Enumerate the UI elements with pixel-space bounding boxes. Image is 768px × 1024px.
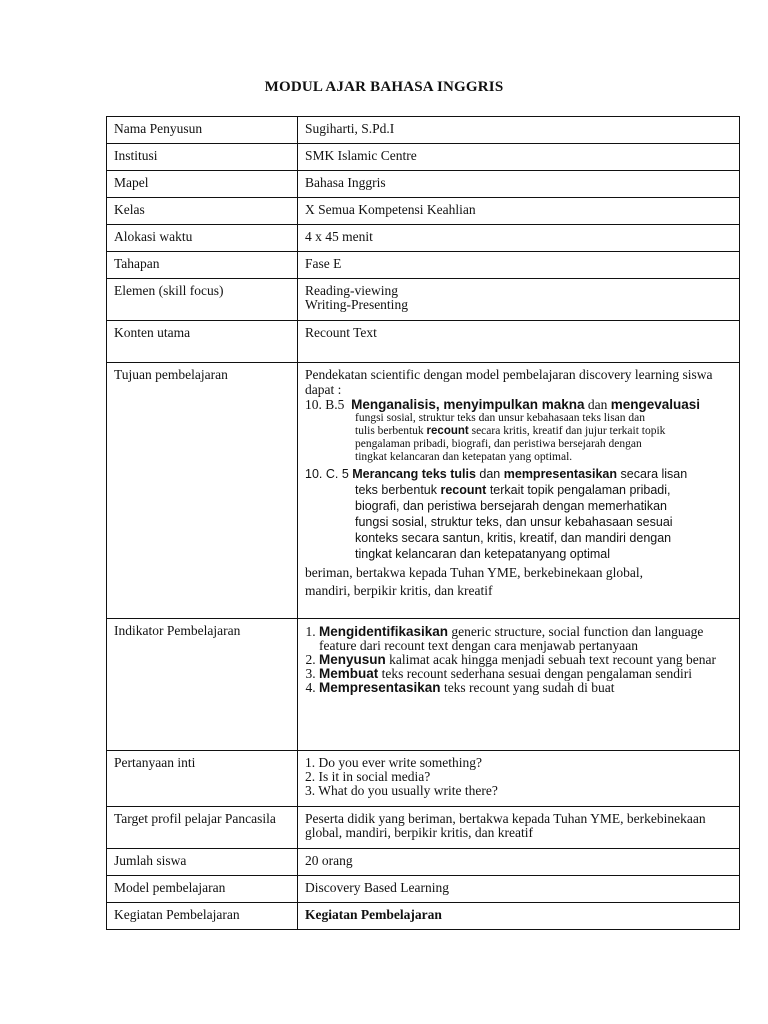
row-label: Tahapan [107, 252, 298, 279]
list-item: 3. Membuat teks recount sederhana sesuai dengan pengalaman sendiri [319, 667, 733, 681]
row-value: Fase E [298, 252, 740, 279]
table-row [107, 279, 740, 321]
objective-text: fungsi sosial, struktur teks dan unsur kebahasaan teks lisan dan tulis berbentuk recount secara kritis, kreatif dan jujur terkait topik pengalaman pribadi, biografi, dan peristiwa bersejarah dengan tingkat kelancaran dan ketepatan yang optimal. [355, 412, 666, 463]
skill-line: Reading-viewing [305, 283, 398, 298]
objective-code: 10. C. 5 [305, 467, 349, 481]
row-value: Sugiharti, S.Pd.I [298, 117, 740, 144]
tujuan-content [298, 363, 740, 619]
table-row [107, 144, 740, 171]
table-row [107, 321, 740, 363]
row-value [298, 279, 740, 321]
table-row [107, 807, 740, 849]
row-value: Discovery Based Learning [298, 876, 740, 903]
list-item: 2. Is it in social media? [305, 769, 431, 784]
table-row [107, 903, 740, 930]
row-value: 4 x 45 menit [298, 225, 740, 252]
list-item: 4. Mempresentasikan teks recount yang sudah di buat [319, 681, 733, 695]
row-label: Model pembelajaran [107, 876, 298, 903]
row-label: Nama Penyusun [107, 117, 298, 144]
indikator-content [298, 619, 740, 751]
row-value: 20 orang [298, 849, 740, 876]
list-item: 3. What do you usually write there? [305, 783, 498, 798]
row-label: Indikator Pembelajaran [107, 619, 298, 751]
objective-text: teks berbentuk recount terkait topik pengalaman pribadi, biografi, dan peristiwa bersejarah dengan memerhatikan fungsi sosial, struktur teks, dan unsur kebahasaan sesuai konteks secara santun, kritis, kreatif, dan mandiri dengan tingkat kelancaran dan ketepatanyang optimal [355, 483, 673, 561]
objective-code: 10. B.5 [305, 397, 345, 412]
module-table [106, 116, 740, 930]
table-row [107, 363, 740, 619]
objective-b5 [305, 398, 733, 464]
row-label: Tujuan pembelajaran [107, 363, 298, 619]
row-value: Bahasa Inggris [298, 171, 740, 198]
list-item: 1. Mengidentifikasikan generic structure, social function dan language feature dari recount text dengan cara menjawab pertanyaan [319, 625, 733, 653]
row-label: Institusi [107, 144, 298, 171]
table-row [107, 252, 740, 279]
objective-verb: Merancang teks tulis [352, 467, 476, 481]
table-row [107, 171, 740, 198]
row-label: Pertanyaan inti [107, 751, 298, 807]
objective-verb: mengevaluasi [610, 397, 701, 412]
row-label: Elemen (skill focus) [107, 279, 298, 321]
row-label: Target profil pelajar Pancasila [107, 807, 298, 849]
table-row [107, 619, 740, 751]
pertanyaan-content [298, 751, 740, 807]
row-label: Mapel [107, 171, 298, 198]
table-row [107, 751, 740, 807]
objective-c5 [305, 466, 733, 562]
row-label: Jumlah siswa [107, 849, 298, 876]
table-row [107, 225, 740, 252]
row-value: SMK Islamic Centre [298, 144, 740, 171]
table-row [107, 198, 740, 225]
tujuan-intro: Pendekatan scientific dengan model pembelajaran discovery learning siswa dapat : [305, 367, 713, 397]
objective-verb: mempresentasikan [503, 467, 618, 481]
row-value: Peserta didik yang beriman, bertakwa kepada Tuhan YME, berkebinekaan global, mandiri, berpikir kritis, dan kreatif [298, 807, 740, 849]
objective-verb: Menganalisis, menyimpulkan makna [351, 397, 585, 412]
table-row [107, 876, 740, 903]
row-label: Konten utama [107, 321, 298, 363]
objective-text: dan [479, 467, 501, 481]
list-item: 2. Menyusun kalimat acak hingga menjadi sebuah text recount yang benar [319, 653, 733, 667]
row-value: Recount Text [298, 321, 740, 363]
row-label: Kegiatan Pembelajaran [107, 903, 298, 930]
table-row [107, 849, 740, 876]
list-item: 1. Do you ever write something? [305, 755, 482, 770]
row-value: Kegiatan Pembelajaran [298, 903, 740, 930]
indicator-list [305, 625, 733, 695]
objective-text: secara lisan [620, 467, 688, 481]
document-title: MODUL AJAR BAHASA INGGRIS [264, 79, 504, 95]
objective-text: dan [587, 397, 608, 412]
row-label: Kelas [107, 198, 298, 225]
tujuan-closing: beriman, bertakwa kepada Tuhan YME, berkebinekaan global, mandiri, berpikir kritis, dan kreatif [305, 565, 644, 598]
row-value: X Semua Kompetensi Keahlian [298, 198, 740, 225]
table-row [107, 117, 740, 144]
skill-line: Writing-Presenting [305, 297, 408, 312]
row-label: Alokasi waktu [107, 225, 298, 252]
